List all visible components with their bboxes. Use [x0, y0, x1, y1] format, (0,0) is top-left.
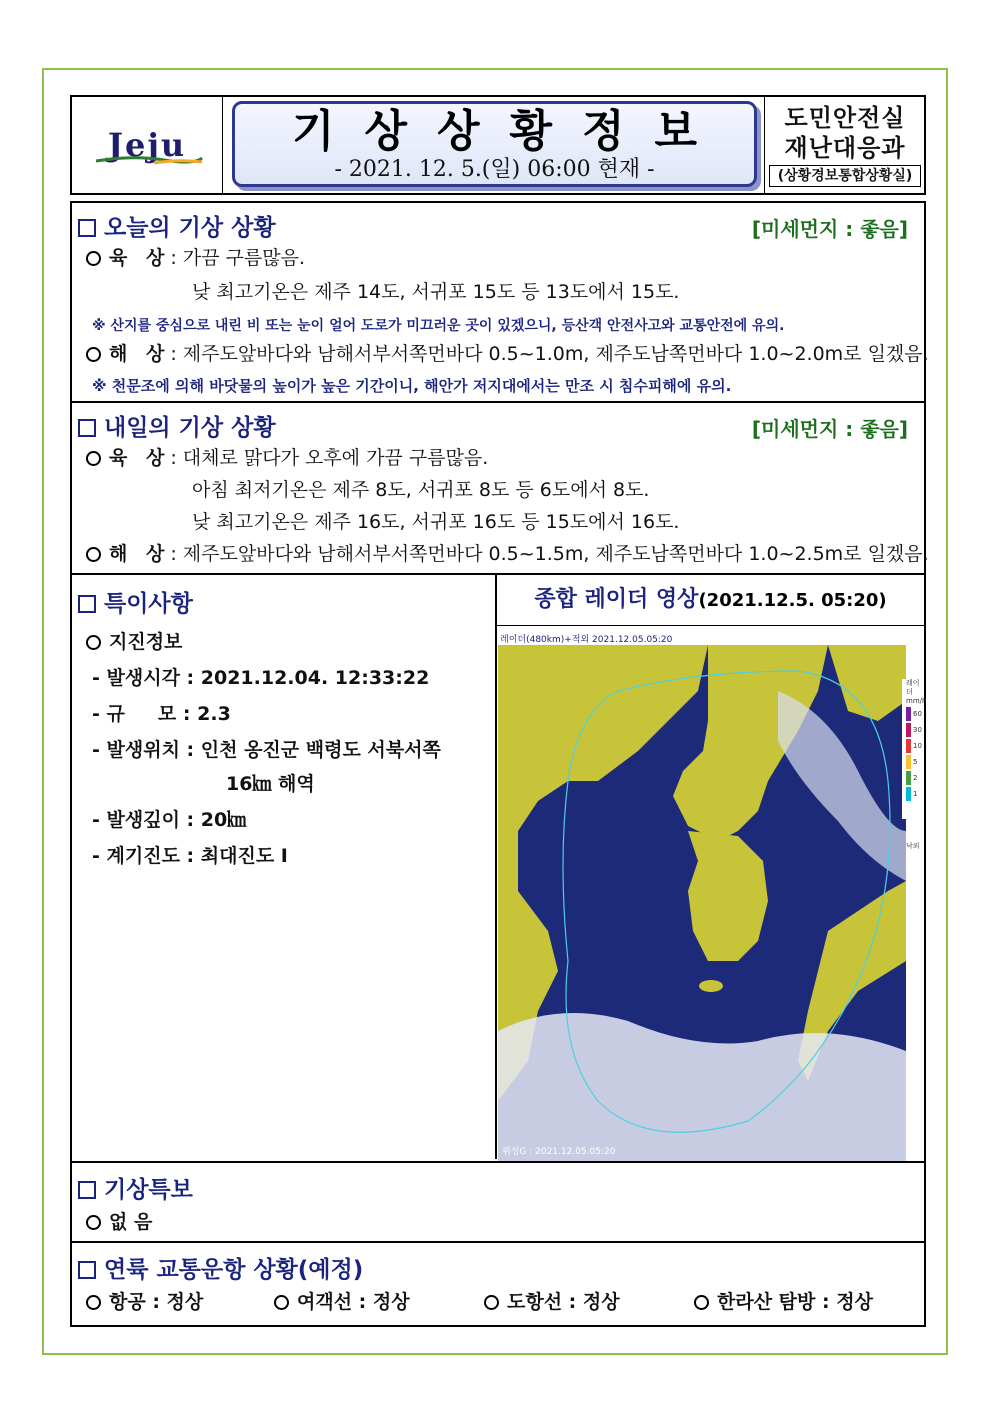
checkbox-square-icon — [78, 595, 96, 613]
tomorrow-dust: [미세먼지 : 좋음] — [751, 417, 908, 441]
radar-caption-top: 레이더(480km)+적외 2021.12.05.05:20 — [500, 635, 673, 645]
radar-legend — [906, 679, 927, 851]
legend-row — [906, 754, 924, 770]
legend-swatch — [906, 739, 911, 753]
warning-title: 기상특보 — [78, 1171, 193, 1204]
circle-bullet-icon — [86, 547, 101, 562]
eq-intensity: - 계기진도 : 최대진도 Ⅰ — [92, 845, 288, 867]
today-sea: 해 상: 제주도앞바다와 남해서부서쪽먼바다 0.5~1.0m, 제주도남쪽먼바다 1.0~2.0m로 일겠음. — [86, 341, 929, 367]
today-land-temp: 낮 최고기온은 제주 14도, 서귀포 15도 등 13도에서 15도. — [192, 281, 680, 303]
tomorrow-title: 내일의 기상 상황 — [78, 409, 276, 442]
today-section — [70, 201, 929, 403]
circle-bullet-icon — [274, 1295, 289, 1310]
checkbox-square-icon — [78, 419, 96, 437]
legend-value: 30 — [913, 725, 922, 734]
circle-bullet-icon — [86, 451, 101, 466]
transport-island-boat: 도항선 : 정상 — [484, 1287, 620, 1314]
division-name: 재난대응과 — [784, 134, 906, 162]
warning-section — [70, 1163, 926, 1243]
legend-row — [906, 738, 924, 754]
today-title: 오늘의 기상 상황 — [78, 209, 276, 242]
circle-bullet-icon — [86, 1215, 101, 1230]
eq-magnitude: - 규 모 : 2.3 — [92, 703, 231, 725]
today-note-tide: ※ 천문조에 의해 바닷물의 높이가 높은 기간이니, 해안가 저지대에서는 만조 시 침수피해에 유의. — [92, 377, 732, 395]
checkbox-square-icon — [78, 219, 96, 237]
circle-bullet-icon — [86, 1295, 101, 1310]
report-header — [70, 95, 926, 195]
eq-location-detail: 16㎞ 해역 — [226, 773, 315, 795]
legend-row — [906, 770, 924, 786]
tomorrow-section — [70, 403, 929, 575]
radar-title: 종합 레이더 영상(2021.12.5. 05:20) — [497, 575, 924, 626]
circle-bullet-icon — [484, 1295, 499, 1310]
eq-location: - 발생위치 : 인천 옹진군 백령도 서북서쪽 — [92, 739, 441, 761]
special-title: 특이사항 — [78, 585, 193, 618]
legend-row — [906, 722, 924, 738]
legend-value: 60 — [913, 709, 922, 718]
legend-swatch — [906, 755, 911, 769]
transport-section — [70, 1243, 926, 1327]
department — [764, 97, 925, 193]
circle-bullet-icon — [694, 1295, 709, 1310]
legend-value: 2 — [913, 773, 918, 782]
jeju-logo — [72, 97, 223, 193]
transport-title: 연륙 교통운항 상황(예정) — [78, 1251, 363, 1284]
today-land: 육 상: 가끔 구름많음. — [86, 245, 305, 271]
legend-title: 레이더 — [906, 679, 920, 696]
column-divider — [495, 575, 497, 1159]
transport-ferry: 여객선 : 정상 — [274, 1287, 410, 1314]
jeju-island — [699, 980, 723, 992]
legend-swatch — [906, 787, 911, 801]
tomorrow-min-temp: 아침 최저기온은 제주 8도, 서귀포 8도 등 6도에서 8도. — [192, 479, 650, 501]
warning-value: 없 음 — [86, 1207, 152, 1234]
legend-value: 5 — [913, 757, 918, 766]
title-box — [232, 101, 757, 187]
transport-hallasan: 한라산 탐방 : 정상 — [694, 1287, 873, 1314]
report-sheet — [70, 95, 929, 1327]
circle-bullet-icon — [86, 251, 101, 266]
tomorrow-sea: 해 상: 제주도앞바다와 남해서부서쪽먼바다 0.5~1.5m, 제주도남쪽먼바다 1.0~2.5m로 일겠음. — [86, 541, 929, 567]
tomorrow-max-temp: 낮 최고기온은 제주 16도, 서귀포 16도 등 15도에서 16도. — [192, 511, 680, 533]
legend-value: 10 — [913, 741, 922, 750]
logo-swoosh-icon — [94, 155, 204, 165]
checkbox-square-icon — [78, 1181, 96, 1199]
legend-value: 1 — [913, 789, 918, 798]
legend-swatch — [906, 723, 911, 737]
legend-unit: mm/h — [906, 697, 927, 705]
legend-swatch — [906, 707, 911, 721]
circle-bullet-icon — [86, 347, 101, 362]
today-note-road: ※ 산지를 중심으로 내린 비 또는 눈이 얼어 도로가 미끄러운 곳이 있겠으니, 등산객 안전사고와 교통안전에 유의. — [92, 318, 785, 334]
radar-image — [498, 631, 906, 1161]
earthquake-heading: 지진정보 — [86, 627, 182, 654]
legend-row — [906, 786, 924, 802]
special-section — [70, 575, 926, 1163]
report-datetime: - 2021. 12. 5.(일) 06:00 현재 - — [334, 157, 655, 182]
circle-bullet-icon — [86, 635, 101, 650]
page-title: 기상상황정보 — [291, 106, 728, 157]
legend-row — [906, 706, 924, 722]
checkbox-square-icon — [78, 1261, 96, 1279]
eq-depth: - 발생깊이 : 20㎞ — [92, 809, 247, 831]
eq-time: - 발생시각 : 2021.12.04. 12:33:22 — [92, 667, 430, 689]
office-name: (상황경보통합상황실) — [769, 165, 921, 187]
today-dust: [미세먼지 : 좋음] — [751, 217, 908, 241]
tomorrow-land: 육 상: 대체로 맑다가 오후에 가끔 구름많음. — [86, 445, 488, 471]
legend-swatch — [906, 771, 911, 785]
radar-caption-bottom: 위성G : 2021.12.05.05:20 — [502, 1147, 616, 1157]
logo-text: Jeju — [107, 126, 187, 164]
transport-air: 항공 : 정상 — [86, 1287, 203, 1314]
dept-name: 도민안전실 — [784, 104, 906, 132]
legend-lightning: 낙뢰 — [906, 842, 920, 850]
